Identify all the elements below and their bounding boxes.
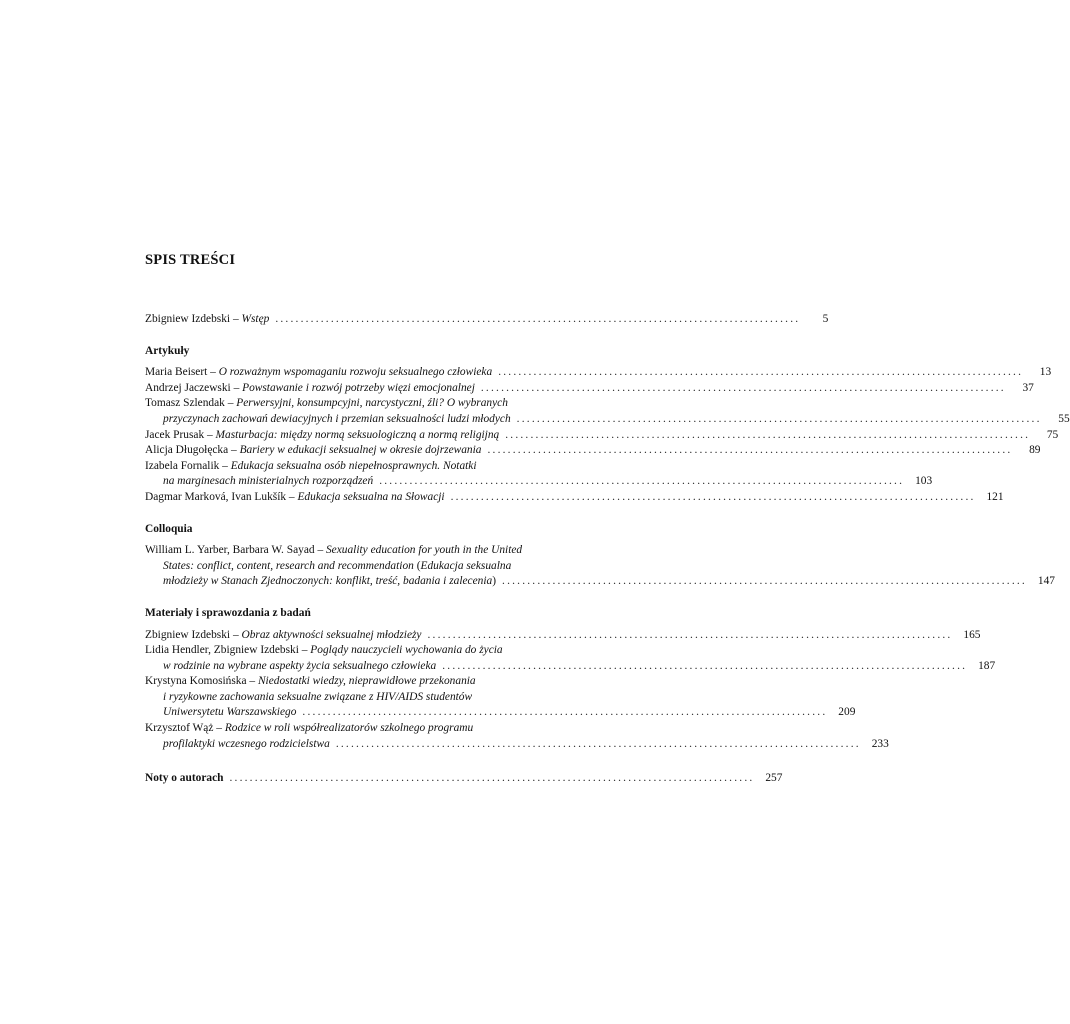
entry-author: Krystyna Komosińska bbox=[145, 675, 247, 688]
entry-title: Edukacja seksualna osób niepełnosprawnych. Notatki bbox=[230, 459, 477, 472]
toc-entry[interactable] bbox=[145, 628, 981, 644]
toc-entry[interactable] bbox=[145, 721, 889, 752]
entry-title: młodzieży w Stanach Zjednoczonych: konflikt, treść, badania i zalecenia bbox=[163, 575, 493, 588]
toc-line bbox=[145, 443, 1041, 459]
entry-page-number: 209 bbox=[838, 706, 856, 719]
leader-dots: ........................................................................................................ bbox=[516, 412, 1042, 425]
leader-dots: ........................................................................................................ bbox=[505, 428, 1031, 441]
entry-separator: – bbox=[230, 313, 242, 325]
entry-title-translation: Edukacja seksualna bbox=[420, 559, 512, 572]
entry-page-number: 75 bbox=[1046, 428, 1059, 441]
entry-page-number: 147 bbox=[1037, 575, 1055, 588]
toc-line bbox=[145, 396, 580, 412]
page-title: SPIS TREŚCI bbox=[145, 252, 236, 268]
toc-line bbox=[145, 628, 981, 644]
toc-line bbox=[145, 559, 580, 575]
toc-line bbox=[145, 705, 856, 721]
entry-page-number: 37 bbox=[1022, 381, 1034, 394]
entry-text: Andrzej Jaczewski – Powstawanie i rozwój potrzeby więzi emocjonalnej bbox=[145, 381, 475, 394]
toc-entry-notes[interactable] bbox=[145, 771, 783, 787]
paren-open: ( bbox=[413, 559, 421, 572]
toc-entry[interactable] bbox=[145, 396, 1070, 427]
entry-title: States: conflict, content, research and recommendation bbox=[163, 559, 414, 572]
entry-text: Krzysztof Wąż – Rodzice w roli współrealizatorów szkolnego programu bbox=[145, 722, 474, 735]
section-heading: Colloquia bbox=[145, 522, 193, 535]
entry-text bbox=[163, 690, 472, 706]
leader-dots: ........................................................................................................ bbox=[427, 628, 953, 641]
entry-title: profilaktyki wczesnego rodzicielstwa bbox=[163, 737, 330, 750]
leader-dots: ........................................................................................................ bbox=[450, 490, 976, 503]
entry-page-number: 187 bbox=[978, 659, 996, 672]
toc-entry[interactable] bbox=[145, 490, 1004, 506]
entry-page-number: 121 bbox=[986, 490, 1004, 503]
leader-dots: ........................................................................................................ bbox=[502, 575, 1027, 588]
entry-text: Krystyna Komosińska – Niedostatki wiedzy, nieprawidłowe przekonania bbox=[145, 675, 476, 688]
toc-entry[interactable] bbox=[145, 543, 1055, 590]
leader-dots: ........................................................................................................ bbox=[229, 772, 755, 785]
entry-page-number: 165 bbox=[963, 628, 981, 641]
entry-title: Noty o autorach bbox=[145, 772, 224, 785]
entry-text: Jacek Prusak – Masturbacja: między normą seksuologiczną a normą religijną bbox=[145, 428, 500, 441]
entry-page-number: 55 bbox=[1058, 412, 1070, 425]
entry-author: Tomasz Szlendak bbox=[145, 397, 225, 410]
leader-dots: ........................................................................................................ bbox=[487, 444, 1013, 457]
leader-dots: ........................................................................................................ bbox=[302, 706, 828, 719]
entry-text: Lidia Hendler, Zbigniew Izdebski – Poglądy nauczycieli wychowania do życia bbox=[145, 644, 503, 657]
entry-page-number: 5 bbox=[822, 313, 829, 325]
entry-text bbox=[163, 737, 330, 753]
toc-line bbox=[145, 543, 580, 559]
toc-entry[interactable] bbox=[145, 459, 933, 490]
entry-text bbox=[163, 474, 373, 490]
toc-line bbox=[145, 574, 1055, 590]
entry-author: Krzysztof Wąż bbox=[145, 722, 214, 735]
paren-close: ) bbox=[492, 575, 497, 588]
entry-page-number: 89 bbox=[1029, 444, 1041, 457]
entry-author: Dagmar Marková, Ivan Lukšík bbox=[145, 490, 287, 503]
toc-line bbox=[145, 674, 580, 690]
entry-title: Perwersyjni, konsumpcyjni, narcystyczni, źli? O wybranych bbox=[236, 397, 508, 410]
entry-title: przyczynach zachowań dewiacyjnych i przemian seksualności ludzi młodych bbox=[163, 412, 511, 425]
toc-entry[interactable] bbox=[145, 381, 1034, 397]
entry-page-number: 13 bbox=[1039, 366, 1052, 379]
toc-entry[interactable] bbox=[145, 443, 1041, 459]
entry-text bbox=[163, 659, 436, 675]
entry-text bbox=[145, 312, 269, 328]
entry-title: Masturbacja: między normą seksuologiczną a normą religijną bbox=[215, 428, 500, 441]
entry-title: Wstęp bbox=[241, 313, 270, 325]
entry-title: Bariery w edukacji seksualnej w okresie dojrzewania bbox=[239, 444, 482, 457]
entry-title: Niedostatki wiedzy, nieprawidłowe przekonania bbox=[257, 675, 476, 688]
entry-text: Maria Beisert – O rozważnym wspomaganiu rozwoju seksualnego człowieka bbox=[145, 366, 493, 379]
entry-text: Dagmar Marková, Ivan Lukšík – Edukacja seksualna na Słowacji bbox=[145, 490, 445, 503]
entry-title: Rodzice w roli współrealizatorów szkolnego programu bbox=[224, 722, 474, 735]
entry-author: William L. Yarber, Barbara W. Sayad bbox=[145, 544, 315, 557]
entry-title: Edukacja seksualna na Słowacji bbox=[297, 490, 445, 503]
toc-entry[interactable] bbox=[145, 365, 1052, 381]
toc-line bbox=[145, 474, 933, 490]
entry-title: i ryzykowne zachowania seksualne związane z HIV/AIDS studentów bbox=[163, 690, 473, 703]
toc-line bbox=[145, 365, 1052, 381]
toc-entry[interactable] bbox=[145, 674, 856, 721]
toc-line bbox=[145, 412, 1070, 428]
section-heading: Artykuły bbox=[145, 344, 190, 357]
toc-line bbox=[145, 459, 580, 475]
entry-title: O rozważnym wspomaganiu rozwoju seksualnego człowieka bbox=[218, 366, 493, 379]
entry-title: Poglądy nauczycieli wychowania do życia bbox=[310, 644, 503, 657]
entry-author: Izabela Fornalik bbox=[145, 459, 220, 472]
entry-title: Powstawanie i rozwój potrzeby więzi emocjonalnej bbox=[242, 381, 475, 394]
entry-author: Alicja Długołęcka bbox=[145, 444, 229, 457]
leader-dots: ........................................................................................................ bbox=[442, 659, 968, 672]
toc-entry-intro[interactable] bbox=[145, 312, 829, 328]
entry-author: Lidia Hendler, Zbigniew Izdebski bbox=[145, 644, 299, 657]
entry-page-number: 257 bbox=[765, 772, 783, 785]
leader-dots: ........................................................................................................ bbox=[498, 366, 1024, 379]
entry-text bbox=[163, 574, 496, 590]
toc-line bbox=[145, 737, 889, 753]
toc-entry[interactable] bbox=[145, 643, 996, 674]
entry-text: Tomasz Szlendak – Perwersyjni, konsumpcyjni, narcystyczni, źli? O wybranych bbox=[145, 397, 508, 410]
entry-page-number: 103 bbox=[915, 475, 933, 488]
entry-title: Obraz aktywności seksualnej młodzieży bbox=[241, 628, 422, 641]
entry-text: Alicja Długołęcka – Bariery w edukacji seksualnej w okresie dojrzewania bbox=[145, 444, 482, 457]
entry-text bbox=[163, 559, 511, 575]
section-heading: Materiały i sprawozdania z badań bbox=[145, 606, 311, 619]
toc-line bbox=[145, 643, 580, 659]
entry-author: Jacek Prusak bbox=[145, 428, 205, 441]
entry-title: na marginesach ministerialnych rozporządzeń bbox=[163, 475, 374, 488]
toc-line bbox=[145, 381, 1034, 397]
table-of-contents bbox=[145, 312, 1070, 787]
toc-line bbox=[145, 428, 1059, 444]
leader-dots: ........................................................................................................ bbox=[335, 737, 861, 750]
entry-text: William L. Yarber, Barbara W. Sayad – Sexuality education for youth in the United bbox=[145, 544, 523, 557]
toc-entry[interactable] bbox=[145, 428, 1059, 444]
entry-text bbox=[163, 412, 511, 428]
entry-title: Uniwersytetu Warszawskiego bbox=[163, 706, 297, 719]
entry-author: Andrzej Jaczewski bbox=[145, 381, 231, 394]
entry-author: Zbigniew Izdebski bbox=[145, 313, 231, 325]
entry-title: Sexuality education for youth in the United bbox=[325, 544, 523, 557]
entry-author: Zbigniew Izdebski bbox=[145, 628, 231, 641]
toc-line bbox=[145, 659, 996, 675]
toc-line bbox=[145, 690, 580, 706]
entry-title: w rodzinie na wybrane aspekty życia seksualnego człowieka bbox=[163, 659, 437, 672]
toc-line bbox=[145, 490, 1004, 506]
entry-text: Zbigniew Izdebski – Obraz aktywności seksualnej młodzieży bbox=[145, 628, 422, 641]
leader-dots: ........................................................................................................ bbox=[275, 313, 801, 325]
leader-dots: ........................................................................................................ bbox=[379, 475, 905, 488]
leader-dots: ........................................................................................................ bbox=[480, 381, 1006, 394]
toc-line bbox=[145, 721, 580, 737]
entry-author: Maria Beisert bbox=[145, 366, 208, 379]
entry-text bbox=[163, 705, 296, 721]
entry-page-number: 233 bbox=[871, 737, 889, 750]
entry-text: Izabela Fornalik – Edukacja seksualna osób niepełnosprawnych. Notatki bbox=[145, 459, 477, 472]
